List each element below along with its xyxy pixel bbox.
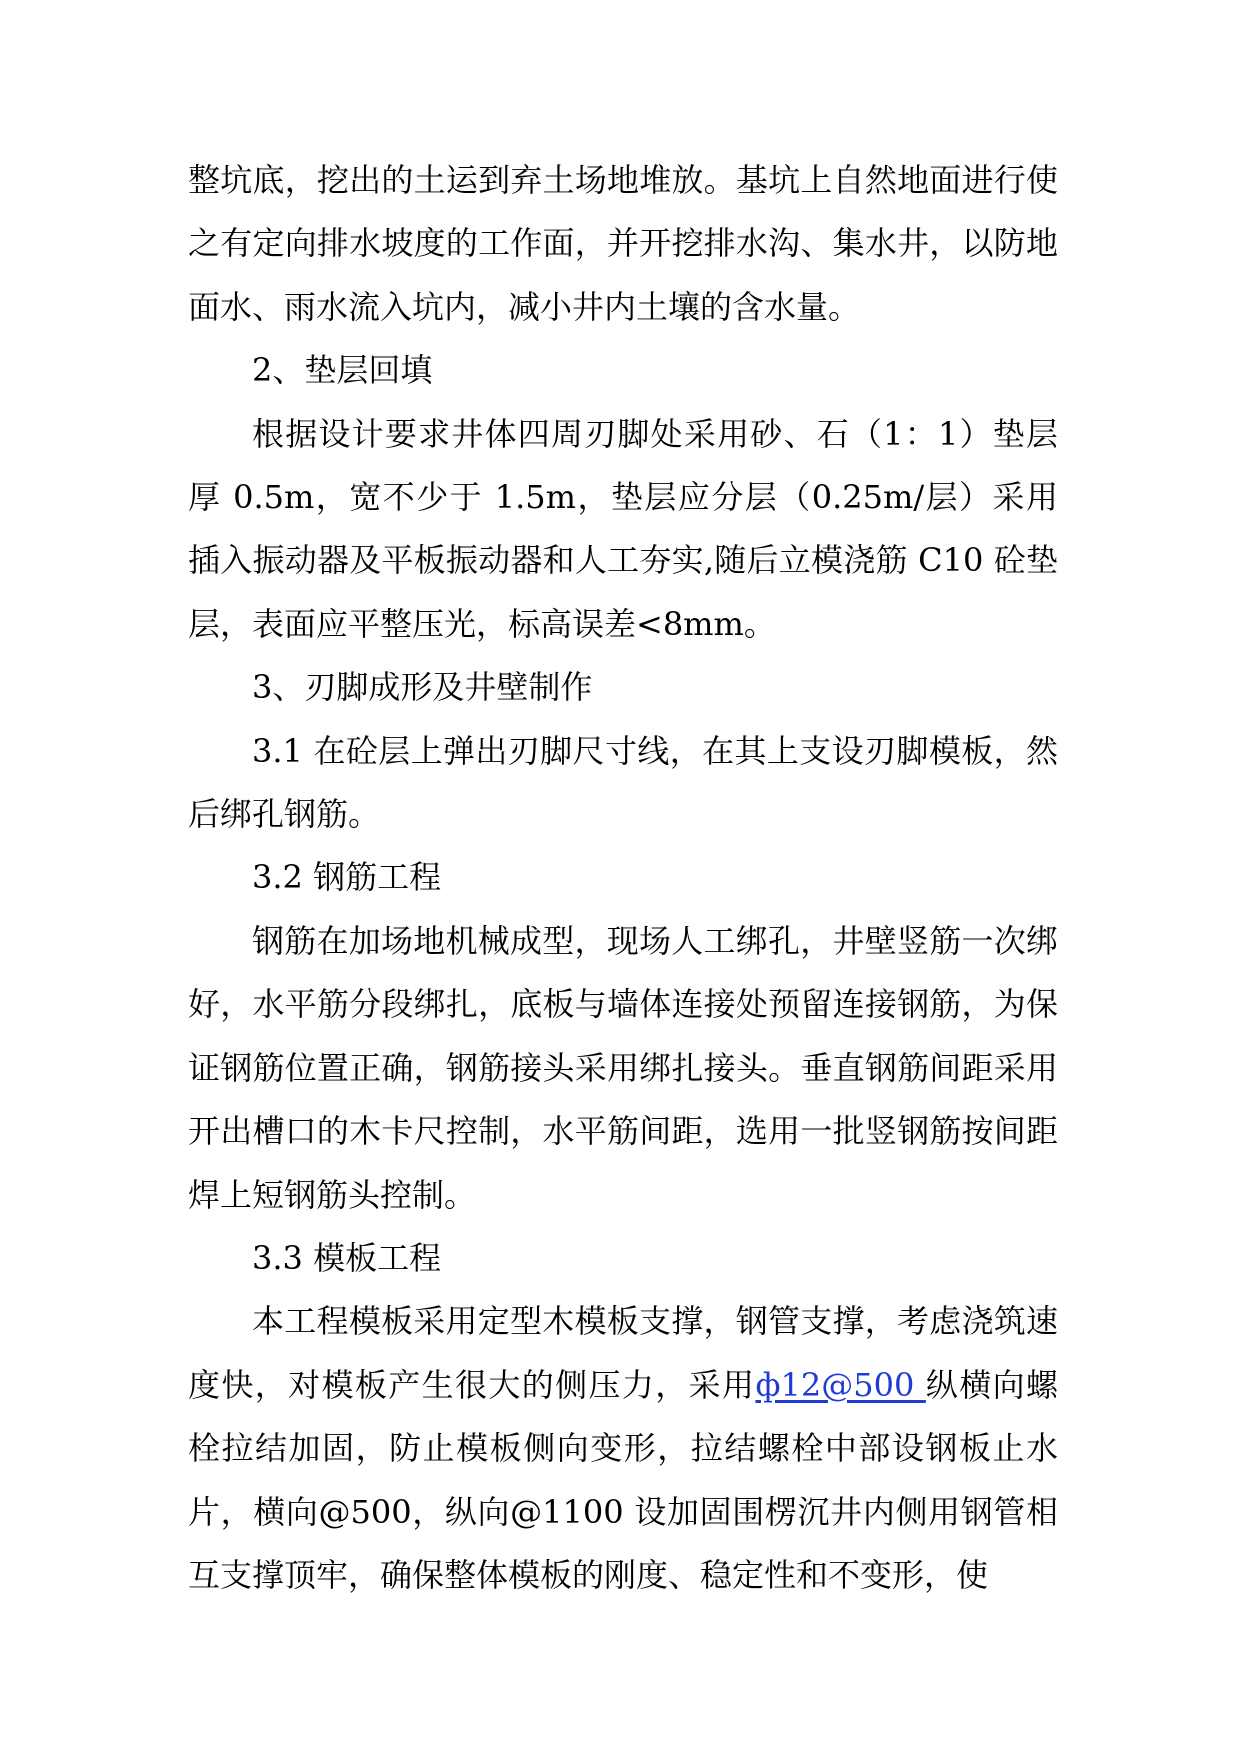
paragraph-formwork xyxy=(188,1290,1058,1607)
paragraph-formwork-start: 本工程模板采用定型木模板支撑，钢管支撑，考虑浇筑速度快，对模板产生很大的侧压力，采用 xyxy=(188,1302,1058,1404)
bolt-spec-link[interactable]: ф12@500 xyxy=(755,1365,926,1404)
heading-blade-foot-forming: 3、刃脚成形及井壁制作 xyxy=(252,668,593,707)
heading-cushion-backfill: 2、垫层回填 xyxy=(252,351,433,390)
paragraph-blade-foot: 3.1 在砼层上弹出刃脚尺寸线，在其上支设刃脚模板，然后绑孔钢筋。 xyxy=(188,731,1058,834)
paragraph-rebar: 钢筋在加场地机械成型，现场人工绑孔，井壁竖筋一次绑好，水平筋分段绑扎，底板与墙体连接处预留连接钢筋，为保证钢筋位置正确，钢筋接头采用绑扎接头。垂直钢筋间距采用开出槽口的木卡尺控制，水平筋间距，选用一批竖钢筋按间距焊上短钢筋头控制。 xyxy=(188,921,1058,1214)
paragraph-formwork-end: 纵横向螺栓拉结加固，防止模板侧向变形，拉结螺栓中部设钢板止水片，横向@500，纵向@1100 设加固围楞沉井内侧用钢管相互支撑顶牢，确保整体模板的刚度、稳定性和不变形，使 xyxy=(188,1365,1058,1594)
heading-rebar-engineering: 3.2 钢筋工程 xyxy=(252,858,442,897)
document-body xyxy=(188,149,1058,1607)
paragraph-cushion: 根据设计要求井体四周刃脚处采用砂、石（1：1）垫层厚 0.5m，宽不少于 1.5m，垫层应分层（0.25m/层）采用插入振动器及平板振动器和人工夯实,随后立模浇筋 C10 砼垫层，表面应平整压光，标高误差<8mm。 xyxy=(188,414,1058,643)
heading-formwork-engineering: 3.3 模板工程 xyxy=(252,1238,442,1277)
paragraph-continuation: 整坑底，挖出的土运到弃土场地堆放。基坑上自然地面进行使之有定向排水坡度的工作面，并开挖排水沟、集水井，以防地面水、雨水流入坑内，减小井内土壤的含水量。 xyxy=(188,161,1058,326)
